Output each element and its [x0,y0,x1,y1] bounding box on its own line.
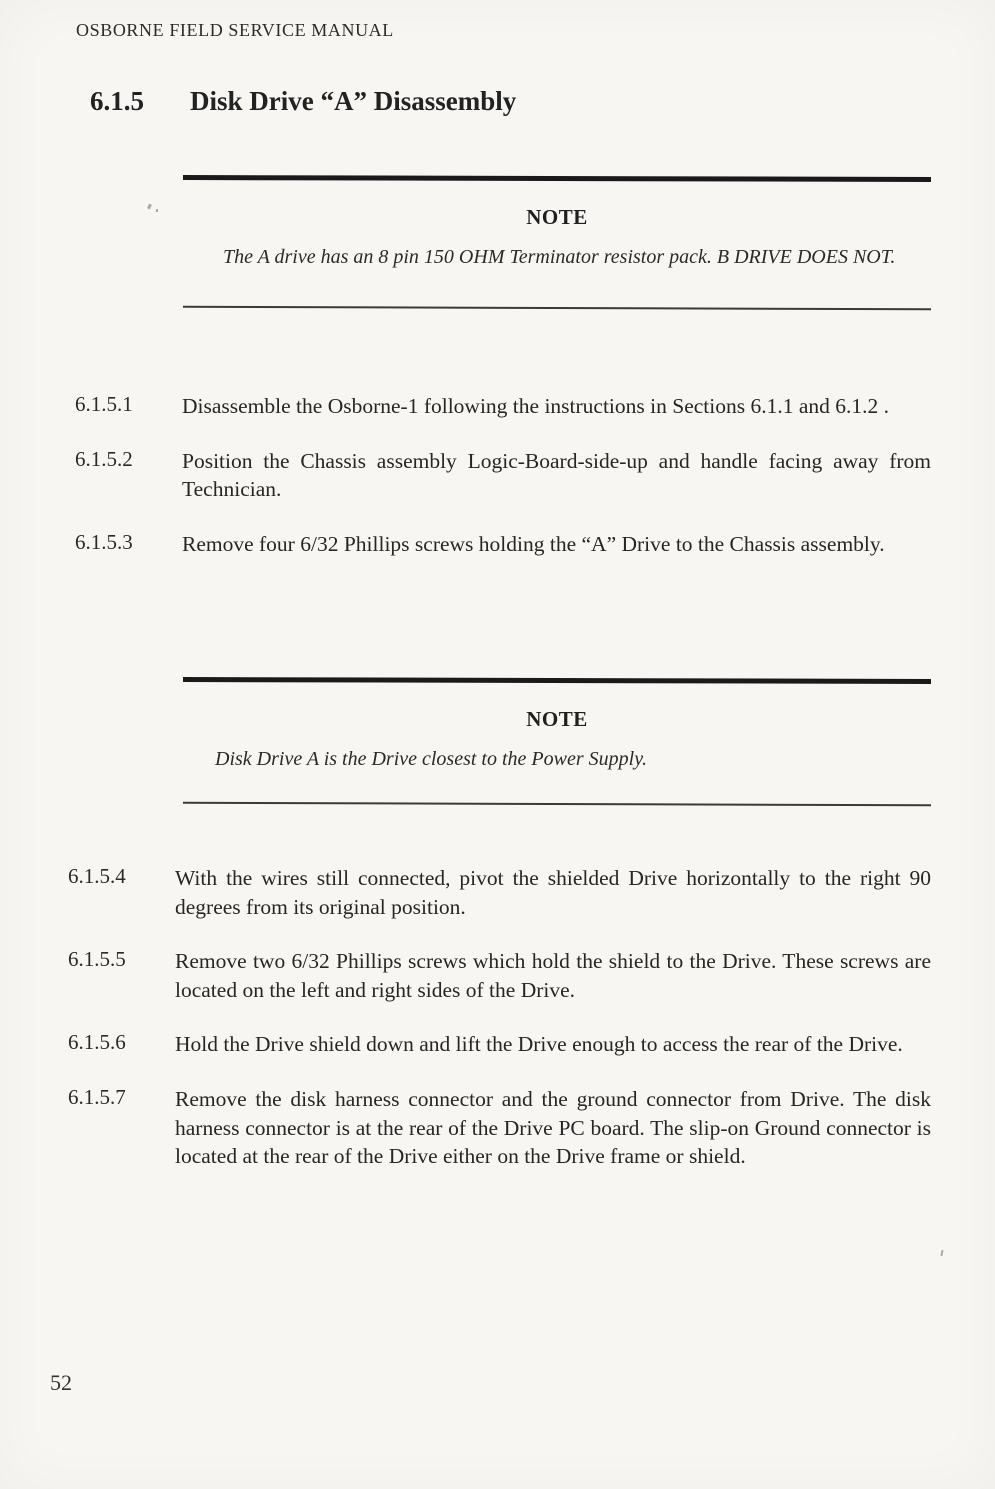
note-rule-bottom [183,305,931,310]
step-number: 6.1.5.2 [75,446,133,471]
step-number: 6.1.5.5 [68,947,126,972]
step-item [68,947,931,1004]
section-heading [90,86,516,117]
step-text: Disassemble the Osborne-1 following the instructions in Sections 6.1.1 and 6.1.2 . [182,394,890,418]
step-number: 6.1.5.1 [75,392,133,416]
step-number: 6.1.5.6 [68,1030,126,1055]
step-text: With the wires still connected, pivot the shielded Drive horizontally to the right 90 degrees from its original position. [175,866,931,919]
step-text: Remove the disk harness connector and the ground connector from Drive. The disk harness connector is at the rear of the Drive PC board. The slip-on Ground connector is located at the rear of the Drive either on the Drive frame or shield. [175,1086,931,1169]
note-rule-bottom [183,801,931,806]
step-item [68,1085,931,1171]
step-number: 6.1.5.4 [68,864,126,888]
note-block-terminator [183,176,931,309]
steps-group-1 [75,392,931,584]
step-text: Position the Chassis assembly Logic-Board-side-up and handle facing away from Technician. [182,448,931,502]
note-text: The A drive has an 8 pin 150 OHM Terminator resistor pack. B DRIVE DOES NOT. [223,246,896,268]
step-item [68,1030,931,1059]
step-number: 6.1.5.3 [75,529,133,554]
stray-pen-mark [146,202,162,214]
note-rule-top [183,677,931,684]
step-text: Remove two 6/32 Phillips screws which hold the shield to the Drive. These screws are located on the left and right sides of the Drive. [175,949,931,1002]
step-number: 6.1.5.7 [68,1084,126,1109]
page-number: 52 [50,1370,72,1395]
step-item [75,447,931,504]
steps-group-2 [68,864,931,1197]
section-number: 6.1.5 [90,86,144,116]
step-item [68,864,931,921]
step-item [75,392,931,421]
running-header: OSBORNE FIELD SERVICE MANUAL [76,20,394,40]
note-label: NOTE [526,707,588,731]
step-text: Hold the Drive shield down and lift the Drive enough to access the rear of the Drive. [175,1032,903,1057]
note-block-drive-location [183,678,931,805]
note-label: NOTE [526,205,588,229]
step-item [75,530,931,559]
section-title: Disk Drive “A” Disassembly [190,86,517,116]
scan-speck [940,1250,943,1256]
step-text: Remove four 6/32 Phillips screws holding the “A” Drive to the Chassis assembly. [182,531,885,556]
note-rule-top [183,175,931,182]
note-text: Disk Drive A is the Drive closest to the Power Supply. [215,748,647,770]
